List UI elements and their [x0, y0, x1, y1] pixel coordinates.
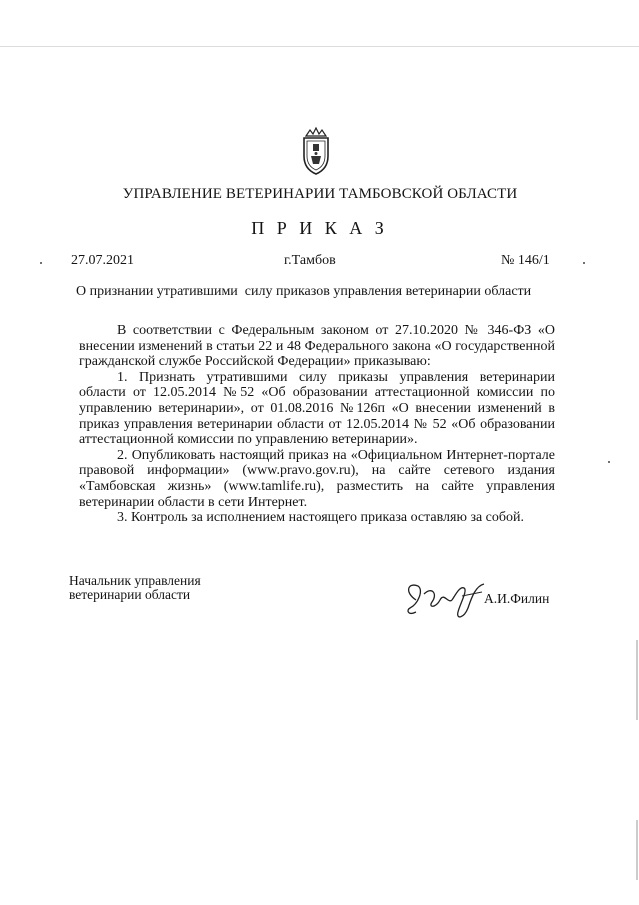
- order-city: г.Тамбов: [284, 253, 336, 268]
- order-body: [79, 323, 555, 526]
- coat-of-arms-icon: [296, 126, 336, 176]
- order-item-2: 2. Опубликовать настоящий приказ на «Официальном Интернет-портале правовой информации» (www.pravo.gov.ru), на сайте сетевого издания «Тамбовская жизнь» (www.tamlife.ru), разместить на сайте управления ветеринарии области в сети Интернет.: [79, 447, 555, 510]
- order-date: 27.07.2021: [71, 253, 134, 268]
- scan-artifact-top: [0, 46, 639, 47]
- order-subject: О признании утратившими силу приказов управления ветеринарии области: [76, 284, 532, 299]
- scan-speck: [608, 461, 610, 463]
- order-item-1: 1. Признать утратившими силу приказы управления ветеринарии области от 12.05.2014 №52 «Об образовании аттестационной комиссии по управлению ветеринарии», от 01.08.2016 №126п «О внесении изменений в приказ управления ветеринарии области от 12.05.2014 № 52 «Об образовании аттестационной комиссии по управлению ветеринарии».: [79, 369, 555, 448]
- signatory-position-line-1: Начальник управления: [69, 573, 201, 588]
- signatory-position: [69, 574, 201, 602]
- scan-speck: [40, 262, 42, 264]
- order-number: № 146/1: [501, 253, 550, 268]
- handwritten-signature: [402, 578, 492, 622]
- organization-title: УПРАВЛЕНИЕ ВЕТЕРИНАРИИ ТАМБОВСКОЙ ОБЛАСТИ: [122, 186, 518, 202]
- document-type-heading: П Р И К А З: [251, 218, 388, 238]
- scan-artifact-right-edge-lower: [636, 820, 638, 880]
- order-preamble: В соответствии с Федеральным законом от 27.10.2020 № 346-ФЗ «О внесении изменений в статьи 22 и 48 Федерального закона «О государственной гражданской службе Российской Федерации» приказываю:: [79, 323, 555, 370]
- scan-speck: [583, 262, 585, 264]
- signatory-name: А.И.Филин: [484, 591, 550, 606]
- order-item-3: 3. Контроль за исполнением настоящего приказа оставляю за собой.: [117, 510, 525, 526]
- signatory-position-line-2: ветеринарии области: [69, 587, 191, 602]
- scan-artifact-right-edge: [636, 640, 638, 720]
